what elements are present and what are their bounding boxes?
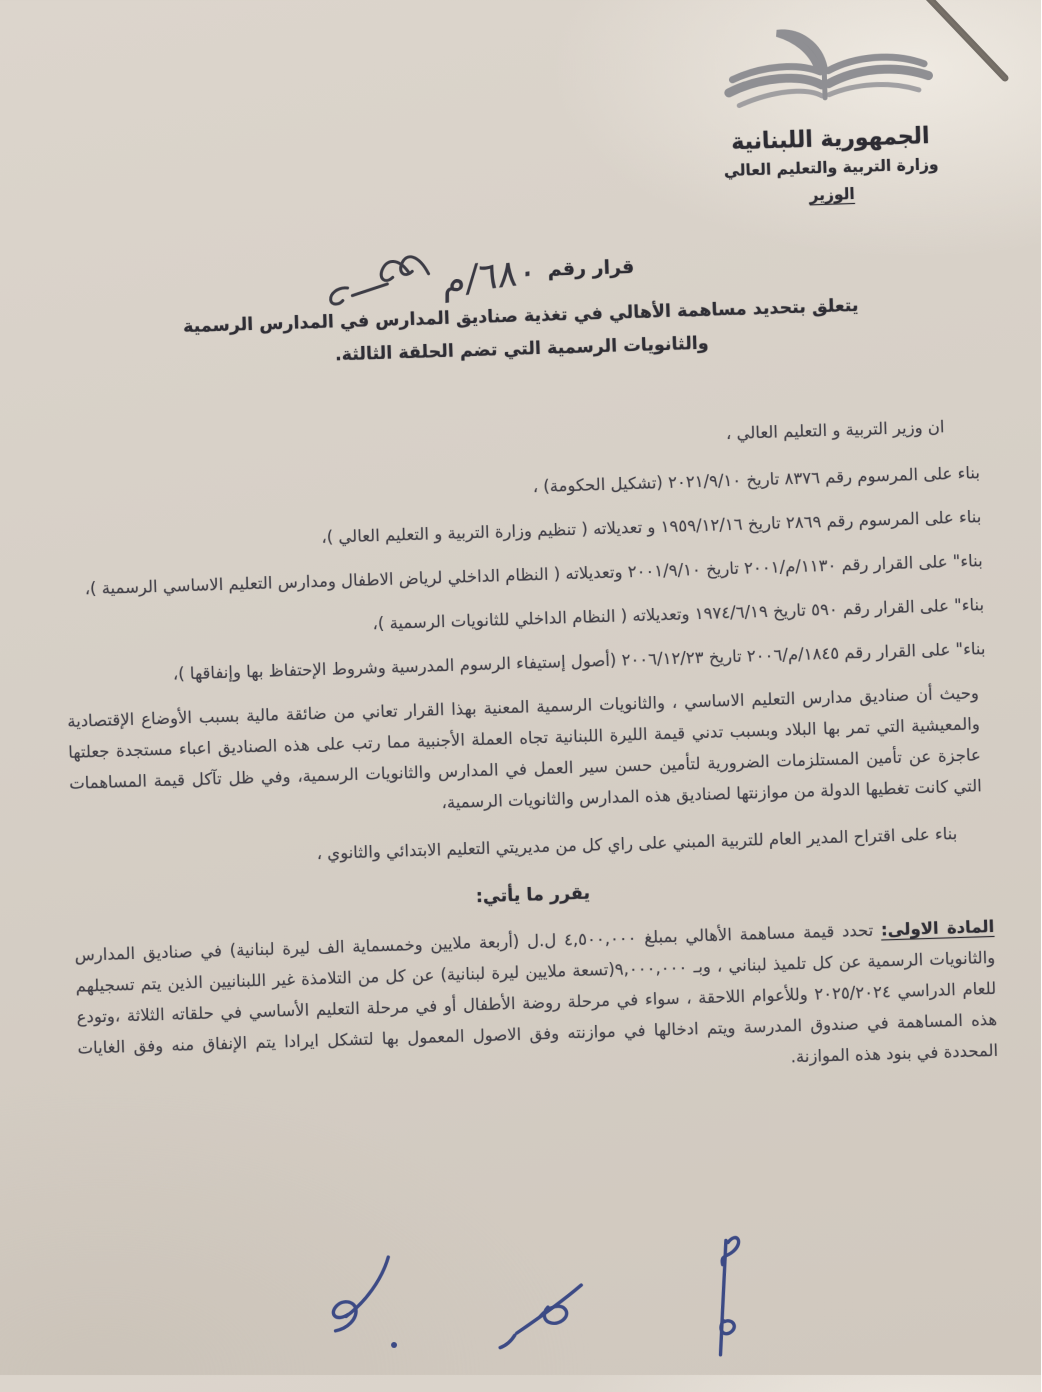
subject-title	[88, 287, 958, 380]
decree-number-handwritten: ٦٨٠/م	[444, 248, 539, 303]
handwritten-flourish-icon	[315, 239, 440, 311]
article-1-text: تحدد قيمة مساهمة الأهالي بمبلغ ٤,٥٠٠,٠٠٠ ل.ل (أربعة ملايين وخمسماية الف ليرة لبنانية) في صناديق المدارس والثانويات الرسمية عن كل تلميذ لبناني ، وبـ ٩,٠٠٠,٠٠٠(تسعة ملايين ليرة لبنانية) عن كل من التلامذة غير اللبنانيين الذين يتم تسجيلهم للعام الدراسي ٢٠٢٥/٢٠٢٤ وللأعوام اللاحقة ، سواء في مرحلة روضة الأطفال أو في مرحلة التعليم الأساسي في حلقاته الثلاثة ،وتودع هذه المساهمة في صندوق المدرسة ويتم ادخالها في موازنته وفق الاصول المعمول بها لتشكل ايرادا يتم الإنفاق منه وفق الغايات المحددة في بنود هذه الموازنة.	[75, 920, 1000, 1067]
preamble-opening: ان وزير التربية و التعليم العالي ،	[726, 417, 946, 444]
legal-clause: بناء" على القرار رقم ٥٩٠ تاريخ ١٩٧٤/٦/١٩ وتعديلاته ( النظام الداخلي للثانويات الرسمية )،	[373, 595, 986, 634]
pen-mark-icon	[912, 0, 1032, 94]
article-1	[75, 911, 999, 1095]
subject-line-1: يتعلق بتحديد مساهمة الأهالي في تغذية صناديق المدارس في المدارس الرسمية	[183, 295, 860, 338]
article-1-label: المادة الاولى:	[881, 916, 996, 940]
legal-clause: بناء" على القرار رقم ١٨٤٥/م/٢٠٠٦ تاريخ ٢٠٠٦/١٢/٢٣ (أصول إستيفاء الرسوم المدرسية وشروط الإحتفاظ بها وإنفاقها )،	[173, 639, 987, 684]
decree-body	[59, 410, 999, 1095]
subject-line-2: والثانويات الرسمية التي تضم الحلقة الثالثة.	[335, 333, 710, 366]
decides-heading: يقرر ما يأتي:	[476, 883, 592, 908]
handwritten-initial-left-icon	[309, 1248, 422, 1361]
legal-clause: بناء" على القرار رقم ١١٣٠/م/٢٠٠١ تاريخ ٢٠٠١/٩/١٠ وتعديلاته ( النظام الداخلي لرياض الاطفال ومدارس التعليم الاساسي الرسمية )،	[85, 551, 984, 599]
legal-clause: بناء على المرسوم رقم ٢٨٦٩ تاريخ ١٩٥٩/١٢/١٦ و تعديلاته ( تنظيم وزارة التربية و التعليم العالي )،	[322, 507, 983, 547]
whereas-paragraph: وحيث أن صناديق مدارس التعليم الاساسي ، والثانويات الرسمية المعنية بهذا القرار تعاني من ضائقة مالية بسبب الأوضاع الإقتصادية والمعيشية التي تمر بها البلاد وبسبب تدني قيمة الليرة اللبنانية تجاه العملة الأجنبية مما رتب على هذه الصناديق اعباء مستجدة جعلتها عاجزة عن تأمين المستلزمات الضرورية لتأمين حسن سير العمل في المدارس والثانويات الرسمية، وفي ظل تآكل قيمة المساهمات التي كانت تغطيها الدولة من موازنتها لصناديق هذه المدارس والثانويات الرسمية،	[67, 683, 984, 813]
decree-number-label: قرار رقم	[548, 255, 636, 281]
handwritten-initial-right-icon	[689, 1227, 773, 1365]
open-book-icon	[720, 21, 939, 128]
minister-title: الوزير	[810, 184, 857, 205]
handwritten-initial-center-icon	[490, 1275, 602, 1358]
proposal-line: بناء على اقتراح المدير العام للتربية المبني على راي كل من مديريتي التعليم الابتدائي والثانوي ،	[317, 824, 959, 864]
decree-number-row	[317, 237, 636, 307]
republic-title: الجمهورية اللبنانية	[731, 123, 931, 156]
legal-clause: بناء على المرسوم رقم ٨٣٧٦ تاريخ ٢٠٢١/٩/١٠ (تشكيل الحكومة) ،	[533, 463, 982, 497]
ministry-title: وزارة التربية والتعليم العالي	[724, 155, 940, 181]
